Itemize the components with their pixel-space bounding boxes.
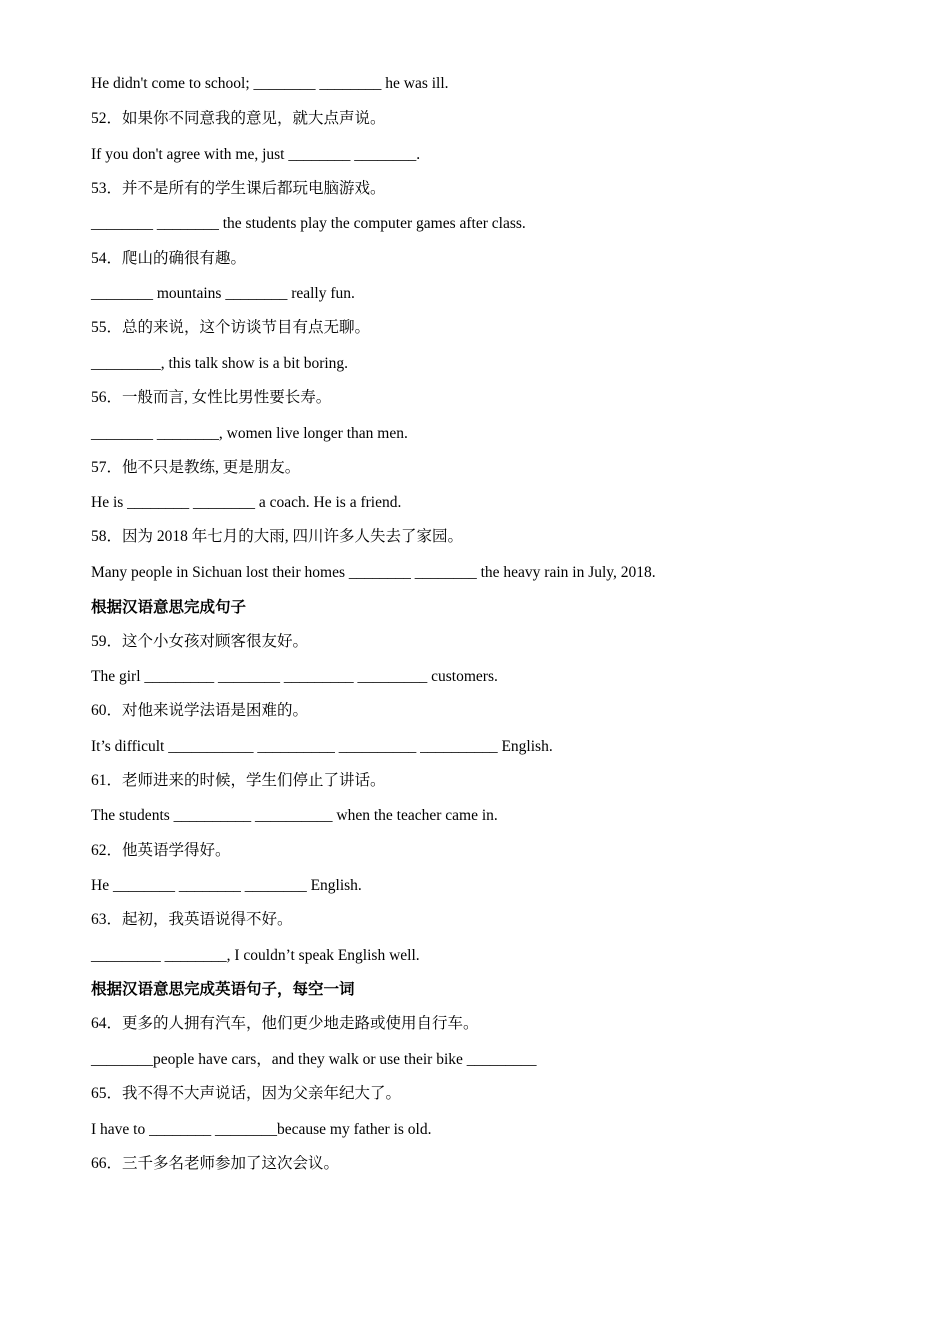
question-64-english: ________people have cars，and they walk or use their bike _________: [91, 1051, 537, 1068]
question-57-chinese: 57．他不只是教练, 更是朋友。: [91, 459, 301, 476]
question-65-chinese: 65．我不得不大声说话，因为父亲年纪大了。: [91, 1085, 402, 1102]
question-58-chinese: 58．因为 2018 年七月的大雨, 四川许多人失去了家园。: [91, 528, 464, 545]
question-61-english: The students __________ __________ when the teacher came in.: [91, 807, 498, 824]
section-heading-one-word-per-blank: 根据汉语意思完成英语句子，每空一词: [91, 981, 355, 998]
question-54-chinese: 54．爬山的确很有趣。: [91, 250, 247, 267]
question-60-english: It’s difficult ___________ __________ __________ __________ English.: [91, 738, 553, 755]
question-64-chinese: 64．更多的人拥有汽车，他们更少地走路或使用自行车。: [91, 1015, 479, 1032]
question-53-english: ________ ________ the students play the computer games after class.: [91, 215, 526, 232]
question-66-chinese: 66．三千多名老师参加了这次会议。: [91, 1155, 340, 1172]
question-65-english: I have to ________ ________because my father is old.: [91, 1121, 432, 1138]
question-52-chinese: 52．如果你不同意我的意见，就大点声说。: [91, 110, 386, 127]
question-63-chinese: 63．起初，我英语说得不好。: [91, 911, 293, 928]
question-54-english: ________ mountains ________ really fun.: [91, 285, 355, 302]
section-heading-complete-sentences: 根据汉语意思完成句子: [91, 599, 247, 616]
question-58-english: Many people in Sichuan lost their homes ________ ________ the heavy rain in July, 2018.: [91, 564, 656, 581]
question-59-chinese: 59．这个小女孩对顾客很友好。: [91, 633, 309, 650]
sentence-51-english: He didn't come to school; ________ ________ he was ill.: [91, 75, 449, 92]
question-62-english: He ________ ________ ________ English.: [91, 877, 362, 894]
question-56-english: ________ ________, women live longer than men.: [91, 425, 408, 442]
question-52-english: If you don't agree with me, just ________ ________.: [91, 146, 421, 163]
question-61-chinese: 61．老师进来的时候，学生们停止了讲话。: [91, 772, 386, 789]
question-53-chinese: 53．并不是所有的学生课后都玩电脑游戏。: [91, 180, 386, 197]
question-55-english: _________, this talk show is a bit boring.: [91, 355, 349, 372]
question-55-chinese: 55．总的来说，这个访谈节目有点无聊。: [91, 319, 371, 336]
question-62-chinese: 62．他英语学得好。: [91, 842, 231, 859]
question-57-english: He is ________ ________ a coach. He is a friend.: [91, 494, 402, 511]
question-60-chinese: 60．对他来说学法语是困难的。: [91, 702, 309, 719]
question-59-english: The girl _________ ________ _________ _________ customers.: [91, 668, 498, 685]
question-63-english: _________ ________, I couldn’t speak English well.: [91, 947, 420, 964]
question-56-chinese: 56．一般而言, 女性比男性要长寿。: [91, 389, 332, 406]
